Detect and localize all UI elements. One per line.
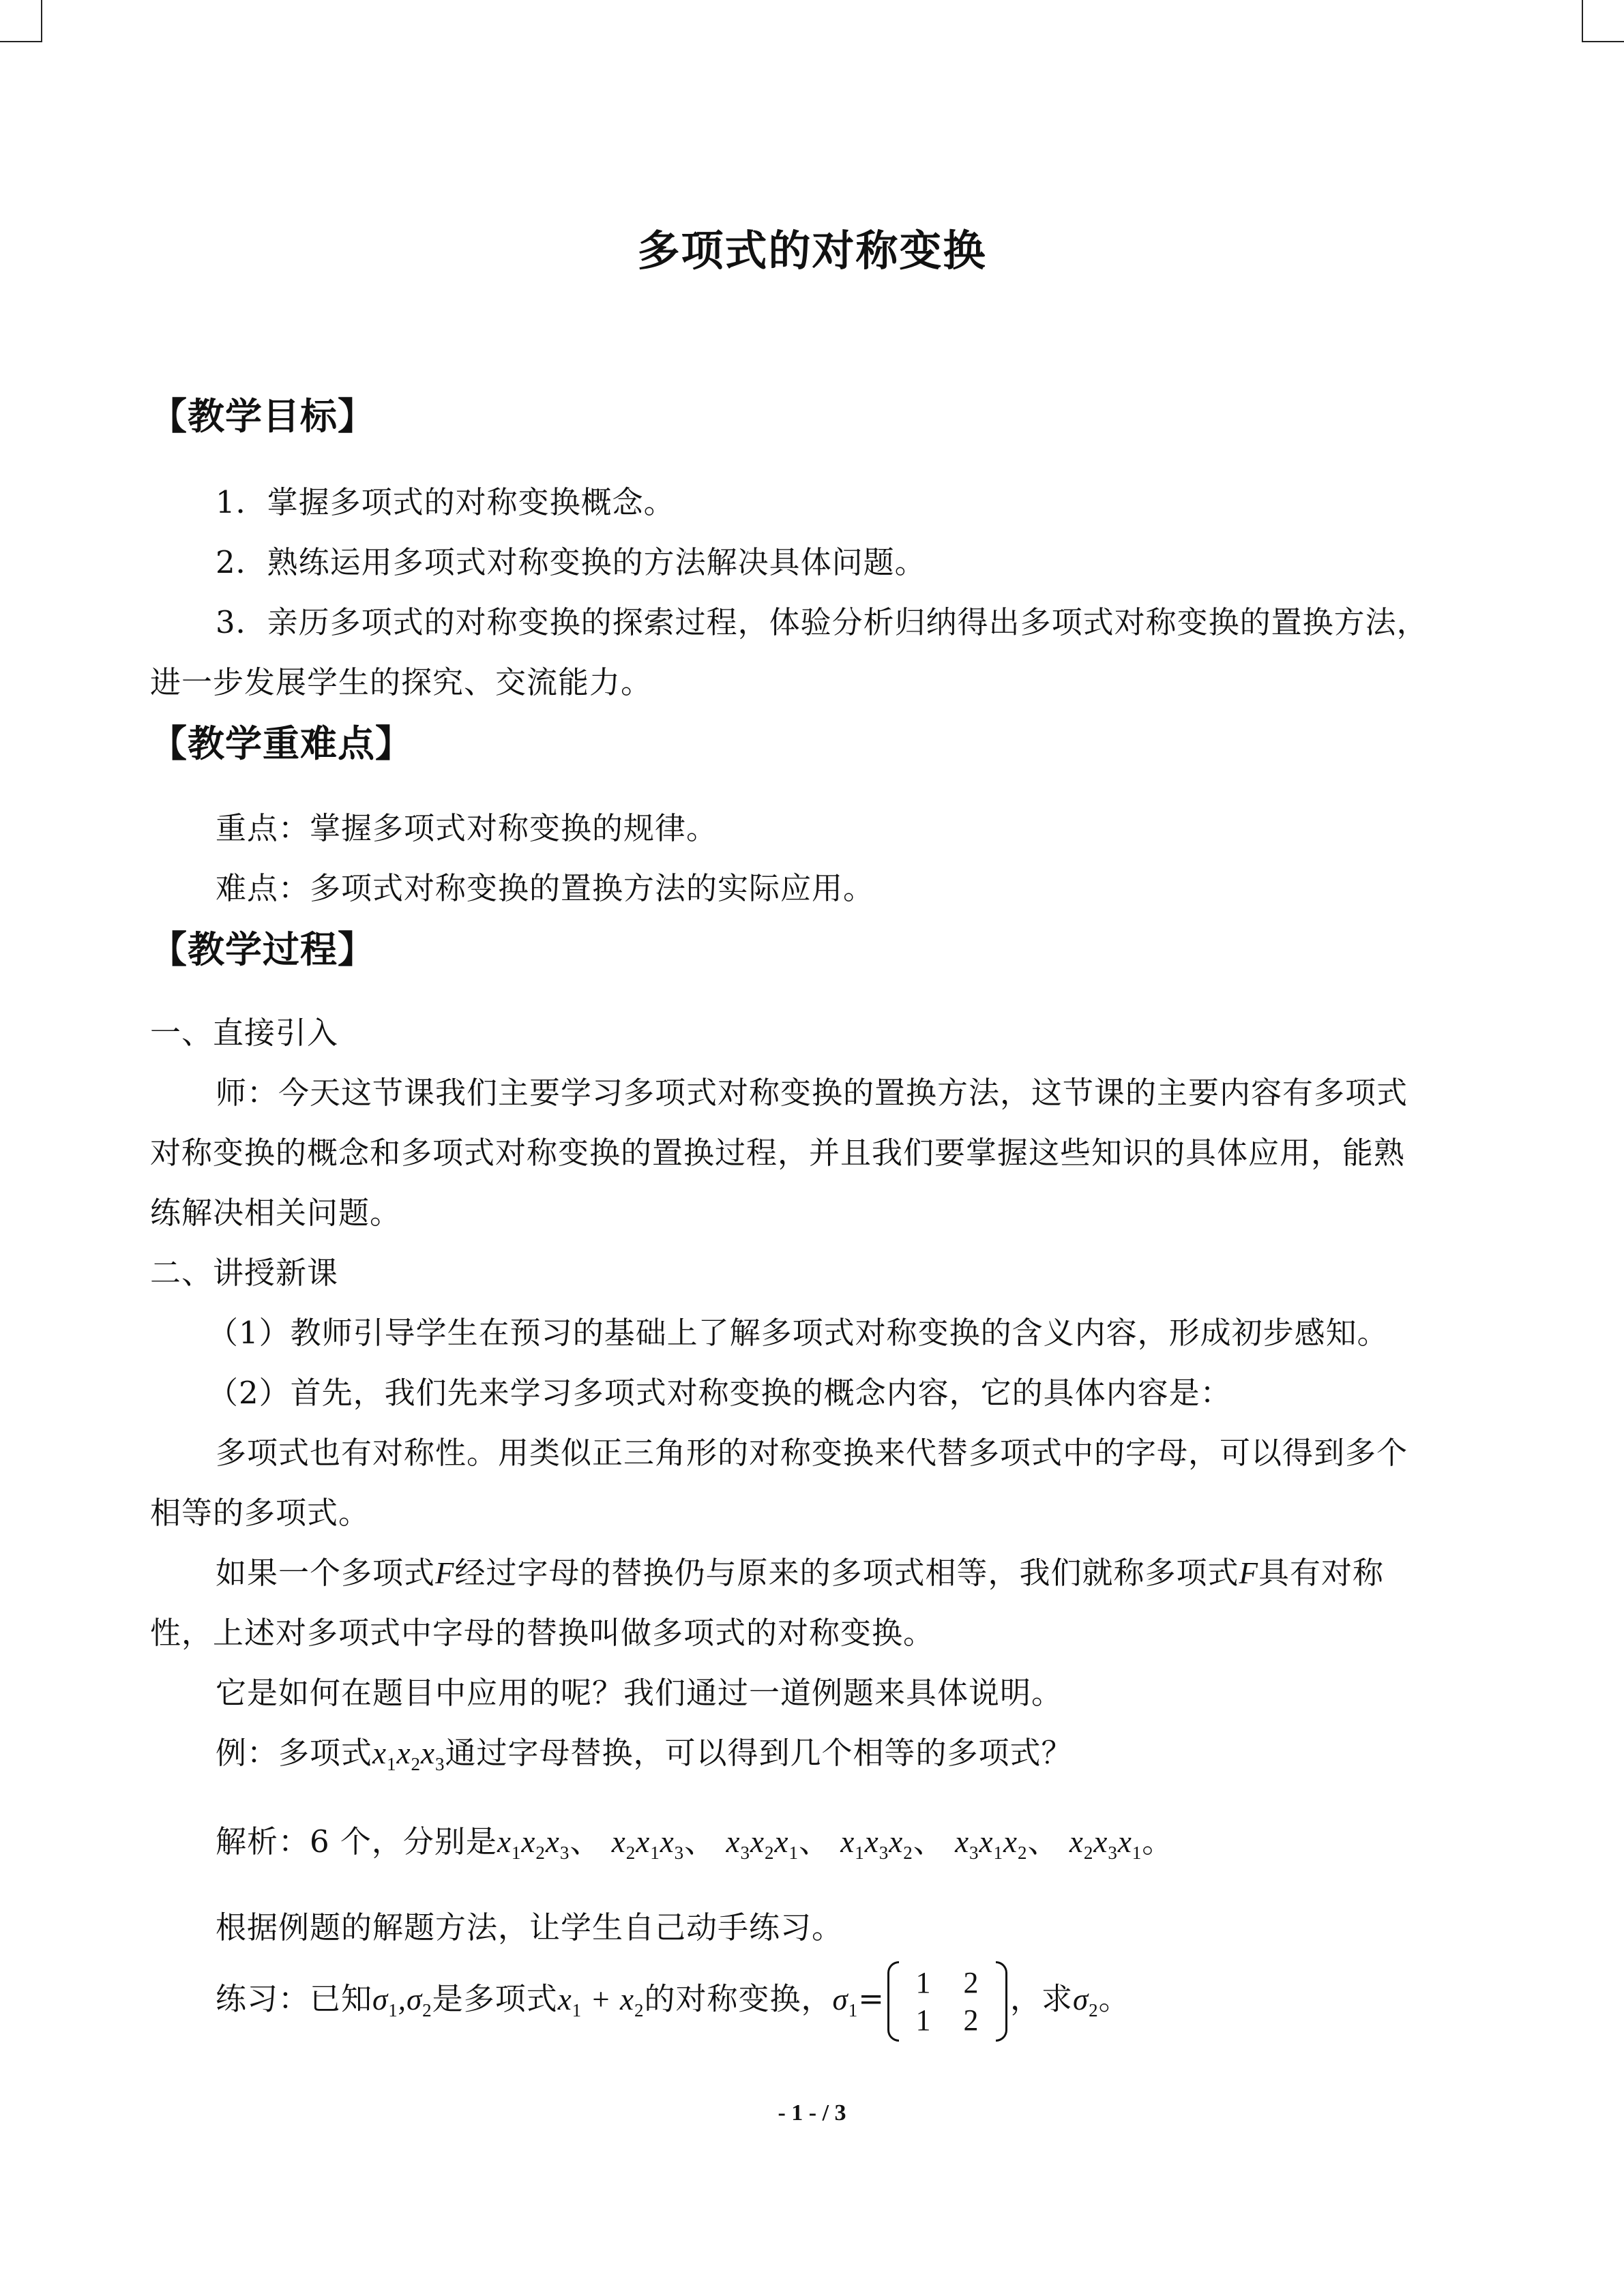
paragraph-line: 练解决相关问题。 bbox=[150, 1195, 402, 1231]
part1-title: 一、直接引入 bbox=[150, 1015, 339, 1051]
separator: 、 bbox=[913, 1823, 945, 1860]
formula-sigma1: $\sigma_1$ bbox=[832, 1982, 859, 2021]
solution-line bbox=[216, 1817, 1173, 1864]
example-line bbox=[216, 1728, 1072, 1775]
goal-item: 3．亲历多项式的对称变换的探索过程，体验分析归纳得出多项式对称变换的置换方法， bbox=[216, 604, 1428, 640]
crop-mark-top-right bbox=[1582, 0, 1624, 42]
permutation-matrix bbox=[887, 1964, 1007, 2039]
formula-x1x2x3: $x_1x_2x_3$ bbox=[372, 1736, 445, 1774]
text-span: ，求 bbox=[1009, 1980, 1073, 2017]
variable-F: F bbox=[1239, 1556, 1259, 1590]
text-span: 如果一个多项式 bbox=[216, 1555, 436, 1591]
key-point: 重点：掌握多项式对称变换的规律。 bbox=[216, 810, 718, 846]
text-span: 经过字母的替换仍与原来的多项式相等，我们就称多项式 bbox=[454, 1555, 1239, 1591]
text-span: 通过字母替换，可以得到几个相等的多项式？ bbox=[445, 1735, 1073, 1771]
matrix-cell: 1 bbox=[915, 2003, 932, 2037]
matrix-cell: 2 bbox=[963, 2003, 979, 2037]
formula-term: $x_3x_1x_2$ bbox=[955, 1825, 1028, 1863]
formula-x1-plus-x2: $x_1 + x_2$ bbox=[557, 1982, 645, 2021]
formula-term: $x_2x_3x_1$ bbox=[1069, 1825, 1142, 1863]
text-span: 具有对称 bbox=[1258, 1555, 1385, 1591]
goal-item: 2．熟练运用多项式对称变换的方法解决具体问题。 bbox=[216, 544, 926, 580]
goal-item-continued: 进一步发展学生的探究、交流能力。 bbox=[150, 664, 653, 700]
heading-goals: 【教学目标】 bbox=[150, 394, 375, 438]
text-span: 练习：已知 bbox=[216, 1980, 373, 2017]
paragraph-line: 它是如何在题目中应用的呢？我们通过一道例题来具体说明。 bbox=[216, 1675, 1063, 1711]
formula-term: $x_1x_3x_2$ bbox=[840, 1825, 913, 1863]
crop-mark-top-left bbox=[0, 0, 42, 42]
formula-term: $x_3x_2x_1$ bbox=[726, 1825, 799, 1863]
separator: 、 bbox=[798, 1823, 830, 1860]
definition-line bbox=[216, 1548, 1384, 1592]
paragraph-line: （2）首先，我们先来学习多项式对称变换的概念内容，它的具体内容是： bbox=[207, 1375, 1232, 1411]
sentence-end: 。 bbox=[1142, 1823, 1174, 1860]
practice-line: 练习：已知$\sigma_1,\sigma_2$是多项式$x_1 + x_2$的对称变换，$\sigma_1=$ 1 2 1 2 ，求$\sigma_2$。 bbox=[216, 1964, 1130, 2039]
paragraph-line: 多项式也有对称性。用类似正三角形的对称变换来代替多项式中的字母，可以得到多个 bbox=[216, 1435, 1408, 1471]
paragraph-line: 对称变换的概念和多项式对称变换的置换过程，并且我们要掌握这些知识的具体应用，能熟 bbox=[150, 1135, 1406, 1171]
page-number: - 1 - / 3 bbox=[778, 2100, 846, 2126]
matrix-row bbox=[900, 1964, 995, 2001]
paragraph-line: 相等的多项式。 bbox=[150, 1495, 370, 1531]
sentence-end: 。 bbox=[1098, 1980, 1130, 2017]
formula-term: $x_1x_2x_3$ bbox=[497, 1825, 570, 1863]
part2-title: 二、讲授新课 bbox=[150, 1255, 339, 1291]
separator: 、 bbox=[570, 1823, 602, 1860]
variable-F: F bbox=[435, 1556, 455, 1590]
formula-sigma12: $\sigma_1,\sigma_2$ bbox=[372, 1982, 432, 2021]
formula-term: $x_2x_1x_3$ bbox=[611, 1825, 685, 1863]
paragraph-line: （1）教师引导学生在预习的基础上了解多项式对称变换的含义内容，形成初步感知。 bbox=[207, 1315, 1389, 1351]
heading-process: 【教学过程】 bbox=[150, 927, 375, 971]
text-span: 例：多项式 bbox=[216, 1735, 373, 1771]
key-point: 难点：多项式对称变换的置换方法的实际应用。 bbox=[216, 870, 875, 906]
text-span: 是多项式 bbox=[432, 1980, 558, 2017]
separator: 、 bbox=[684, 1823, 716, 1860]
definition-line: 性，上述对多项式中字母的替换叫做多项式的对称变换。 bbox=[150, 1615, 935, 1651]
heading-key-points: 【教学重难点】 bbox=[150, 721, 413, 765]
separator: 、 bbox=[1027, 1823, 1059, 1860]
paragraph-line: 根据例题的解题方法，让学生自己动手练习。 bbox=[216, 1909, 844, 1945]
formula-sigma2: $\sigma_2$ bbox=[1072, 1982, 1099, 2021]
text-span: 的对称变换， bbox=[644, 1980, 833, 2017]
matrix-cell: 1 bbox=[915, 1966, 932, 1999]
goal-item: 1．掌握多项式的对称变换概念。 bbox=[216, 484, 675, 520]
matrix-row bbox=[900, 2001, 995, 2039]
page-title: 多项式的对称变换 bbox=[637, 226, 987, 275]
text-span: 解析：6 个，分别是 bbox=[216, 1823, 497, 1860]
paragraph-line: 师：今天这节课我们主要学习多项式对称变换的置换方法，这节课的主要内容有多项式 bbox=[216, 1075, 1408, 1111]
matrix-cell: 2 bbox=[963, 1966, 979, 1999]
